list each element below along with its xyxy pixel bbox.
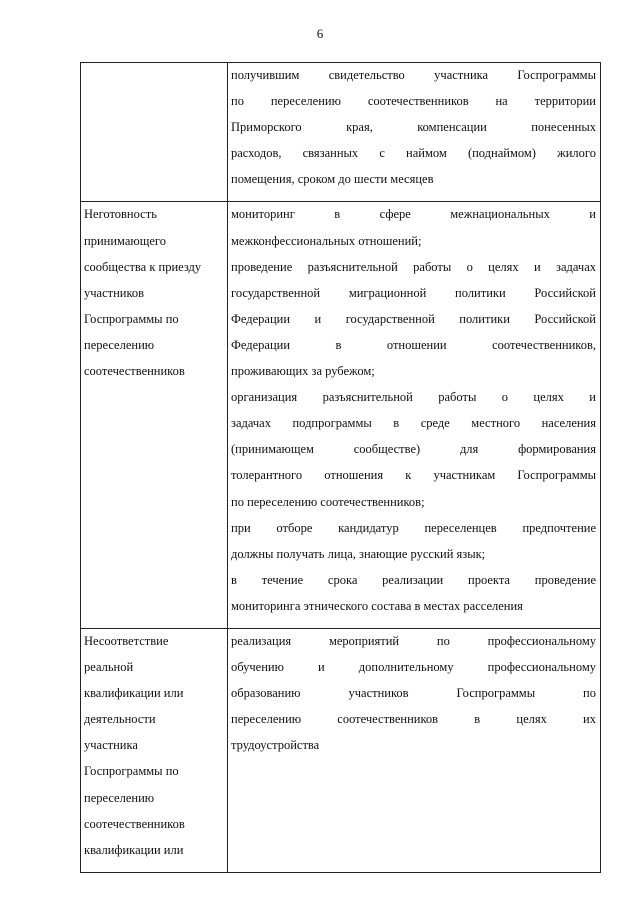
measure-line: Федерации в отношении соотечественников,: [231, 337, 596, 352]
measure-line: помещения, сроком до шести месяцев: [231, 172, 434, 187]
measure-text: [228, 202, 600, 628]
risk-line: принимающего: [84, 233, 166, 248]
measure-line: образованию участников Госпрограммы по: [231, 686, 596, 701]
measure-line: проведение разъяснительной работы о целях и задачах: [231, 259, 596, 274]
risk-line: Несоответствие: [84, 633, 169, 648]
table-row: [81, 628, 601, 872]
risk-line: квалификации или: [84, 686, 184, 701]
measure-line: организация разъяснительной работы о целях и: [231, 390, 596, 405]
risk-line: соотечественников: [84, 364, 185, 379]
measure-line: по переселению соотечественников на территории: [231, 94, 596, 109]
measure-line: по переселению соотечественников;: [231, 494, 425, 509]
measure-line: трудоустройства: [231, 738, 320, 753]
measure-line: должны получать лица, знающие русский язык;: [231, 546, 486, 561]
measure-line: межконфессиональных отношений;: [231, 233, 422, 248]
measure-line: расходов, связанных с наймом (поднаймом) жилого: [231, 146, 596, 161]
measure-text: [228, 629, 600, 767]
risk-line: деятельности: [84, 712, 156, 727]
measure-line: государственной миграционной политики Российской: [231, 285, 596, 300]
measures-table: [80, 62, 601, 873]
risk-line: участников: [84, 285, 145, 300]
measure-line: толерантного отношения к участникам Госпрограммы: [231, 468, 596, 483]
table-row: [81, 63, 601, 202]
measure-line: Федерации и государственной политики Российской: [231, 311, 596, 326]
measure-cell: [228, 628, 601, 872]
table-row: [81, 202, 601, 629]
measure-line: Приморского края, компенсации понесенных: [231, 120, 596, 135]
risk-line: сообщества к приезду: [84, 259, 202, 274]
risk-line: реальной: [84, 660, 134, 675]
risk-line: квалификации или: [84, 842, 184, 857]
measure-line: получившим свидетельство участника Госпрограммы: [231, 68, 596, 82]
risk-line: Неготовность: [84, 207, 157, 222]
measure-text: [228, 63, 600, 201]
risk-text: [81, 202, 227, 393]
risk-line: Госпрограммы по: [84, 764, 179, 779]
risk-line: Госпрограммы по: [84, 311, 179, 326]
measure-line: (принимающем сообществе) для формирования: [231, 442, 596, 457]
measure-cell: [228, 63, 601, 202]
measure-line: реализация мероприятий по профессиональному: [231, 633, 596, 648]
risk-cell: [81, 202, 228, 629]
measure-line: в течение срока реализации проекта проведение: [231, 572, 596, 587]
measure-line: задачах подпрограммы в среде местного населения: [231, 416, 596, 431]
risk-text: [81, 63, 227, 71]
measure-line: мониторинга этнического состава в местах расселения: [231, 598, 523, 613]
risk-line: переселению: [84, 337, 155, 352]
page-number: 6: [316, 26, 324, 41]
risk-line: соотечественников: [84, 816, 185, 831]
measure-line: обучению и дополнительному профессиональному: [231, 660, 596, 675]
risk-text: [81, 629, 227, 872]
measure-line: переселению соотечественников в целях их: [231, 712, 596, 727]
risk-line: переселению: [84, 790, 155, 805]
measure-line: мониторинг в сфере межнациональных и: [231, 207, 596, 222]
risk-cell: [81, 63, 228, 202]
risk-cell: [81, 628, 228, 872]
measure-line: проживающих за рубежом;: [231, 364, 375, 379]
measure-line: при отборе кандидатур переселенцев предпочтение: [231, 520, 596, 535]
measure-cell: [228, 202, 601, 629]
risk-line: участника: [84, 738, 138, 753]
